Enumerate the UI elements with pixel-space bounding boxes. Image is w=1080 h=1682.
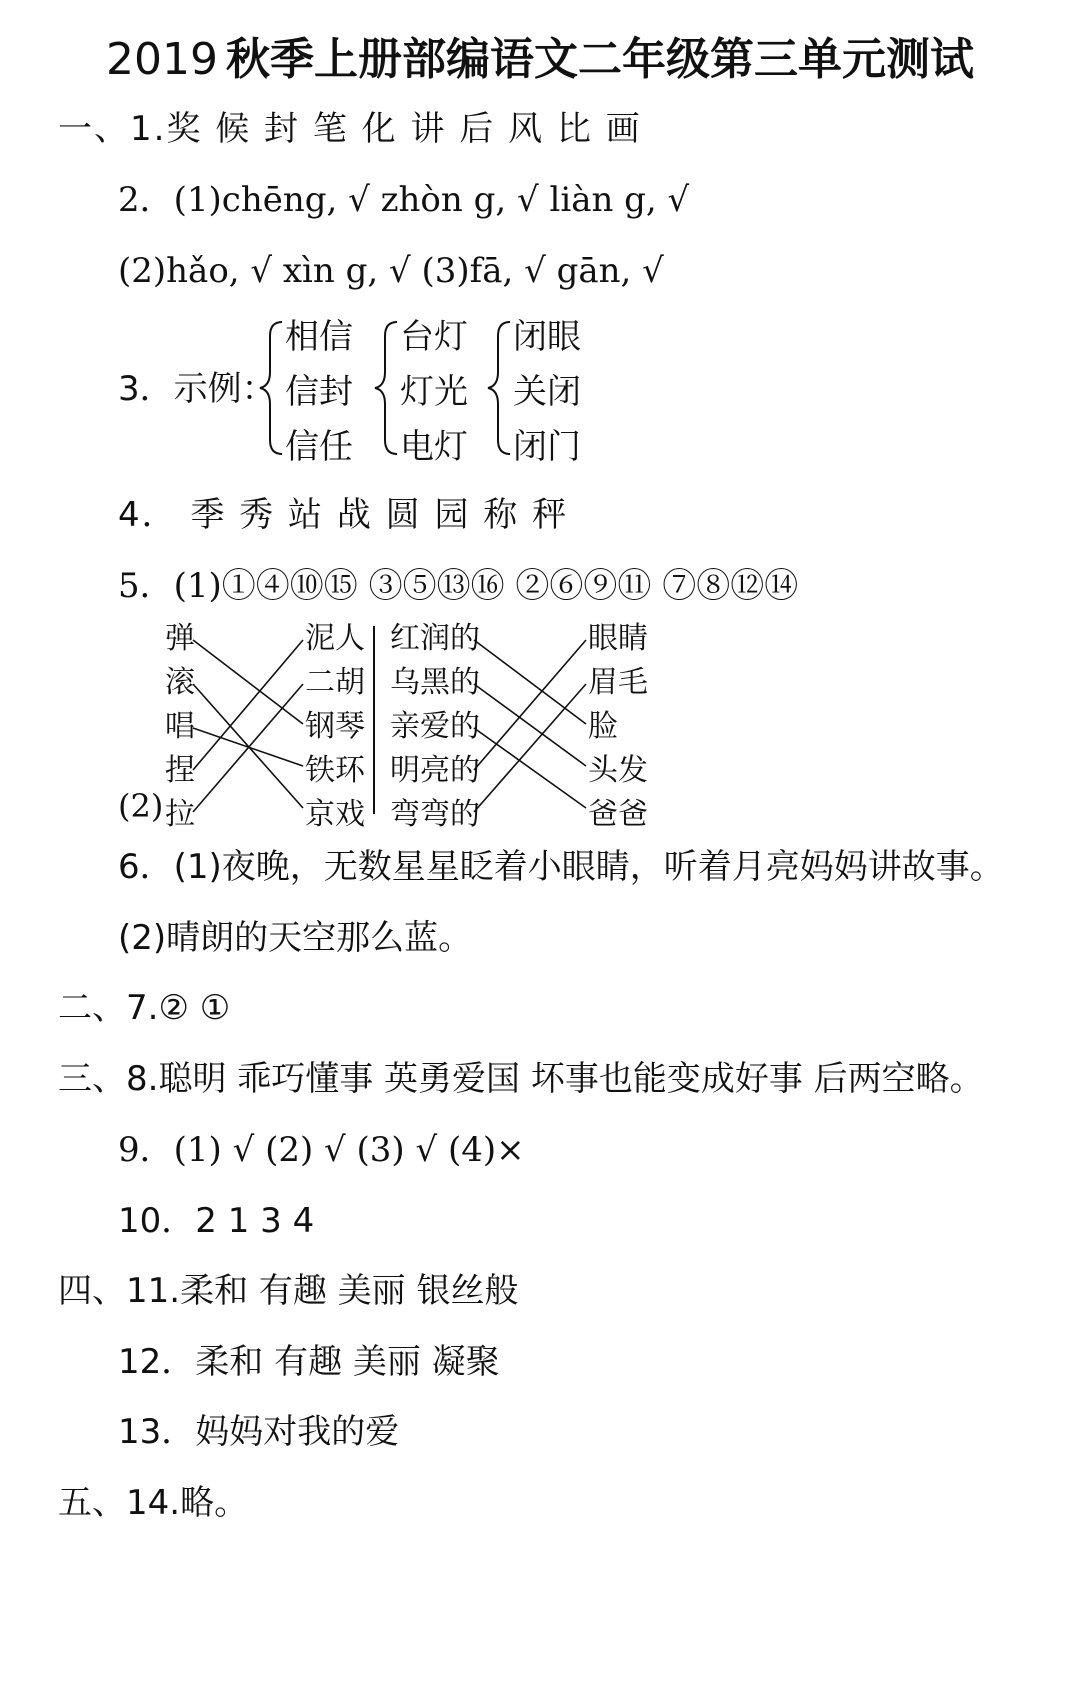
- answer-q6b: (2)晴朗的天空那么蓝。: [118, 918, 473, 958]
- match-item: 铁环: [305, 753, 365, 788]
- match-item: 泥人: [305, 621, 365, 656]
- q3-word: 电灯: [400, 427, 468, 467]
- answer-q7: 二、7.② ①: [58, 988, 231, 1028]
- answer-q1: 一、1.奖 候 封 笔 化 讲 后 风 比 画: [58, 109, 642, 149]
- match-line: [474, 728, 586, 808]
- match-item: 眼睛: [588, 621, 648, 656]
- match-line: [474, 640, 586, 770]
- title-main: 秋季上册部编语文二年级第三单元测试: [225, 34, 974, 85]
- q3-word: 相信: [285, 317, 353, 357]
- match-item: 明亮的: [390, 753, 480, 788]
- match-line: [474, 640, 586, 724]
- answer-q4: 4． 季 秀 站 战 圆 园 称 秤: [118, 495, 569, 535]
- answer-q5b-label: (2): [118, 787, 164, 825]
- q3-word: 信任: [285, 427, 353, 467]
- answer-q8: 三、8.聪明 乖巧懂事 英勇爱国 坏事也能变成好事 后两空略。: [58, 1059, 984, 1099]
- match-item: 唱: [165, 709, 195, 744]
- match-item: 滚: [165, 665, 195, 700]
- match-item: 京戏: [305, 797, 365, 832]
- match-item: 拉: [165, 797, 195, 832]
- answer-q14: 五、14.略。: [58, 1483, 249, 1523]
- match-line: [474, 684, 586, 766]
- answer-q2a: 2．(1)chēng, √ zhòn g, √ liàn g, √: [118, 180, 690, 220]
- match-item: 弹: [165, 621, 195, 656]
- answer-q5a: 5．(1)①④⑩⑮ ③⑤⑬⑯ ②⑥⑨⑪ ⑦⑧⑫⑭: [118, 566, 799, 606]
- match-line: [193, 640, 303, 770]
- answer-q13: 13．妈妈对我的爱: [118, 1412, 400, 1452]
- match-item: 二胡: [305, 665, 365, 700]
- match-item: 爸爸: [588, 797, 648, 832]
- answer-q3-label: 3．示例：: [118, 369, 276, 409]
- match-item: 捏: [165, 753, 195, 788]
- answer-q6a: 6．(1)夜晚，无数星星眨着小眼睛，听着月亮妈妈讲故事。: [118, 847, 1004, 887]
- match-item: 眉毛: [588, 665, 648, 700]
- match-item: 钢琴: [305, 709, 365, 744]
- answer-q11: 四、11.柔和 有趣 美丽 银丝般: [58, 1271, 519, 1311]
- q3-word: 闭门: [513, 427, 581, 467]
- answer-q10: 10．2 1 3 4: [118, 1201, 315, 1241]
- q3-word: 台灯: [400, 317, 468, 357]
- title-year: 2019: [106, 34, 218, 85]
- q3-word: 关闭: [513, 372, 581, 412]
- match-item: 脸: [588, 709, 618, 744]
- match-item: 头发: [588, 753, 648, 788]
- q3-word: 信封: [285, 372, 353, 412]
- match-item: 弯弯的: [390, 797, 480, 832]
- match-item: 红润的: [390, 621, 480, 656]
- match-item: 亲爱的: [390, 709, 480, 744]
- match-line: [193, 640, 303, 724]
- answer-q9: 9．(1) √ (2) √ (3) √ (4)×: [118, 1130, 525, 1170]
- q3-word: 灯光: [400, 372, 468, 412]
- answer-q12: 12．柔和 有趣 美丽 凝聚: [118, 1342, 500, 1382]
- q3-word: 闭眼: [513, 317, 581, 357]
- match-item: 乌黑的: [390, 665, 480, 700]
- answer-q2b: (2)hǎo, √ xìn g, √ (3)fā, √ gān, √: [118, 251, 664, 291]
- match-line: [474, 684, 586, 812]
